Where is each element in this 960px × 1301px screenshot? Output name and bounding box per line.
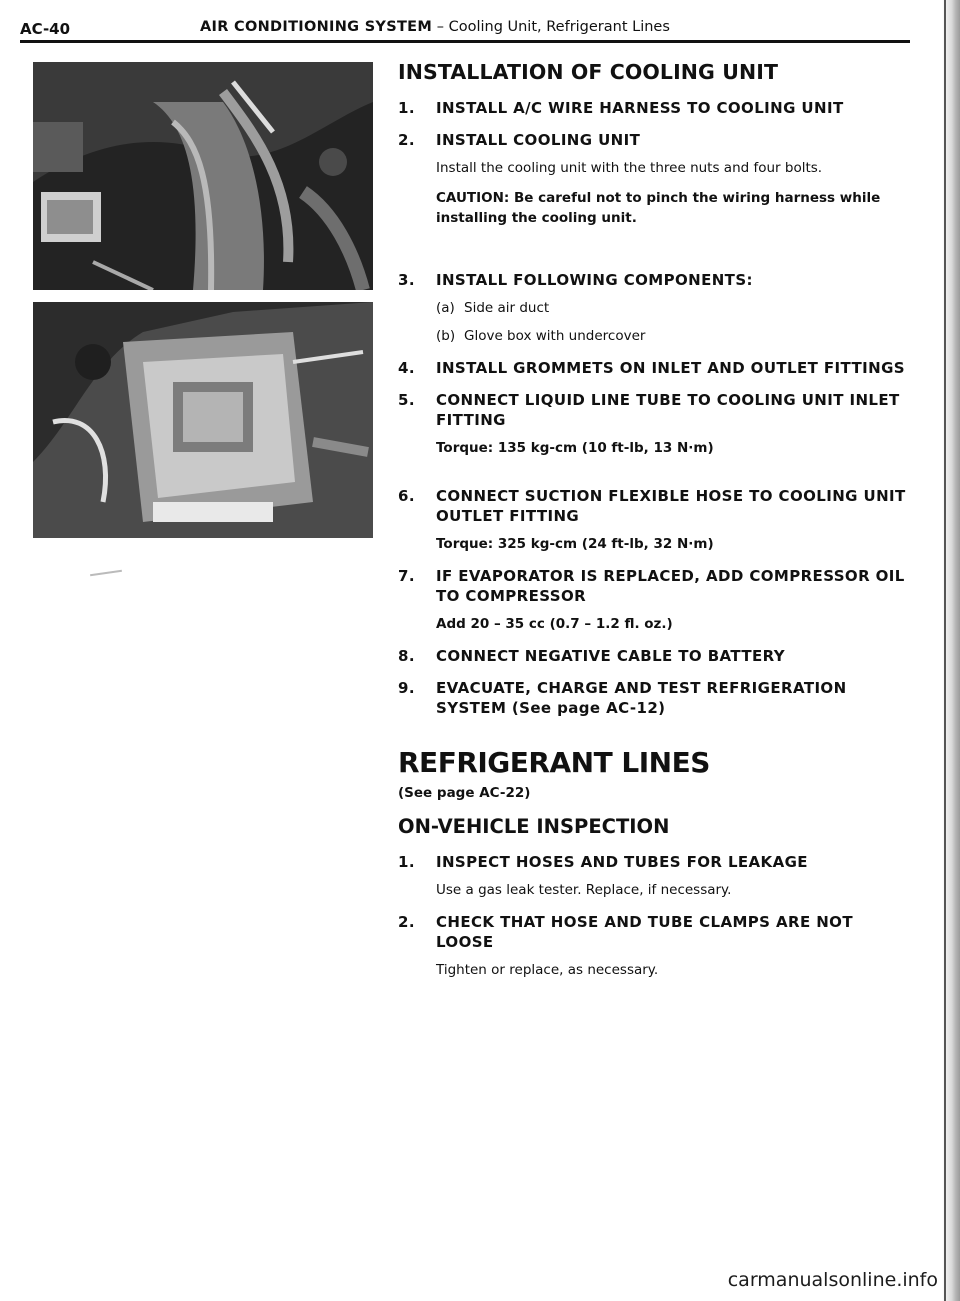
page-binding-line <box>944 0 946 1301</box>
photo-cooling-unit-installed <box>33 302 373 538</box>
inspect-step-1 <box>398 852 913 900</box>
header-section: AIR CONDITIONING SYSTEM <box>200 19 433 35</box>
install-step-4 <box>398 358 913 378</box>
page-reference: (See page AC-22) <box>398 785 531 801</box>
step-title: INSTALL GROMMETS ON INLET AND OUTLET FITTINGS <box>436 359 905 377</box>
step-number: 1. <box>398 853 415 871</box>
sub-item-label: (b) <box>436 328 456 344</box>
stray-mark <box>90 570 122 576</box>
header-subsection: – Cooling Unit, Refrigerant Lines <box>432 19 670 35</box>
step-number: 6. <box>398 487 415 505</box>
photo-cooling-unit-wiring <box>33 62 373 290</box>
sub-item-label: (a) <box>436 300 455 316</box>
inspection-title: ON-VEHICLE INSPECTION <box>398 815 670 838</box>
step-number: 3. <box>398 271 415 289</box>
step-title: INSTALL COOLING UNIT <box>436 131 641 149</box>
step-number: 2. <box>398 131 415 149</box>
sub-item-text: Side air duct <box>464 300 550 316</box>
install-step-5 <box>398 390 913 458</box>
install-step-1 <box>398 98 913 118</box>
caution-note: CAUTION: Be careful not to pinch the wiring harness while installing the cooling unit. <box>436 190 881 226</box>
step-title: CONNECT NEGATIVE CABLE TO BATTERY <box>436 647 786 665</box>
install-step-3 <box>398 270 913 346</box>
oil-amount: Add 20 – 35 cc (0.7 – 1.2 fl. oz.) <box>436 616 673 632</box>
sub-item-text: Glove box with undercover <box>464 328 646 344</box>
header-rule <box>20 40 910 43</box>
step-number: 8. <box>398 647 415 665</box>
step-text: Install the cooling unit with the three nuts and four bolts. <box>436 160 823 176</box>
install-step-6 <box>398 486 913 554</box>
page-number: AC-40 <box>20 20 71 38</box>
sub-item <box>436 326 913 346</box>
page-header-title <box>200 19 670 35</box>
sub-item <box>436 298 913 318</box>
torque-spec: Torque: 135 kg-cm (10 ft-lb, 13 N·m) <box>436 440 714 456</box>
content-column <box>398 60 913 992</box>
step-number: 2. <box>398 913 415 931</box>
step-text: Use a gas leak tester. Replace, if necessary. <box>436 882 732 898</box>
step-number: 9. <box>398 679 415 697</box>
install-step-2 <box>398 130 913 228</box>
step-text: Tighten or replace, as necessary. <box>436 962 659 978</box>
step-title: INSPECT HOSES AND TUBES FOR LEAKAGE <box>436 853 808 871</box>
watermark: carmanualsonline.info <box>727 1269 938 1291</box>
torque-spec: Torque: 325 kg-cm (24 ft-lb, 32 N·m) <box>436 536 714 552</box>
step-title: CONNECT LIQUID LINE TUBE TO COOLING UNIT INLET FITTING <box>436 391 900 429</box>
step-title: IF EVAPORATOR IS REPLACED, ADD COMPRESSOR OIL TO COMPRESSOR <box>436 567 905 605</box>
install-step-7 <box>398 566 913 634</box>
installation-title: INSTALLATION OF COOLING UNIT <box>398 60 779 84</box>
step-title: CONNECT SUCTION FLEXIBLE HOSE TO COOLING UNIT OUTLET FITTING <box>436 487 906 525</box>
install-step-8 <box>398 646 913 666</box>
install-step-9 <box>398 678 913 718</box>
step-number: 4. <box>398 359 415 377</box>
step-title: INSTALL A/C WIRE HARNESS TO COOLING UNIT <box>436 99 844 117</box>
step-title: EVACUATE, CHARGE AND TEST REFRIGERATION SYSTEM (See page AC-12) <box>436 679 847 717</box>
step-number: 7. <box>398 567 415 585</box>
step-title: CHECK THAT HOSE AND TUBE CLAMPS ARE NOT LOOSE <box>436 913 853 951</box>
refrigerant-lines-title: REFRIGERANT LINES <box>398 746 710 779</box>
inspect-step-2 <box>398 912 913 980</box>
step-number: 5. <box>398 391 415 409</box>
step-number: 1. <box>398 99 415 117</box>
step-title: INSTALL FOLLOWING COMPONENTS: <box>436 271 753 289</box>
